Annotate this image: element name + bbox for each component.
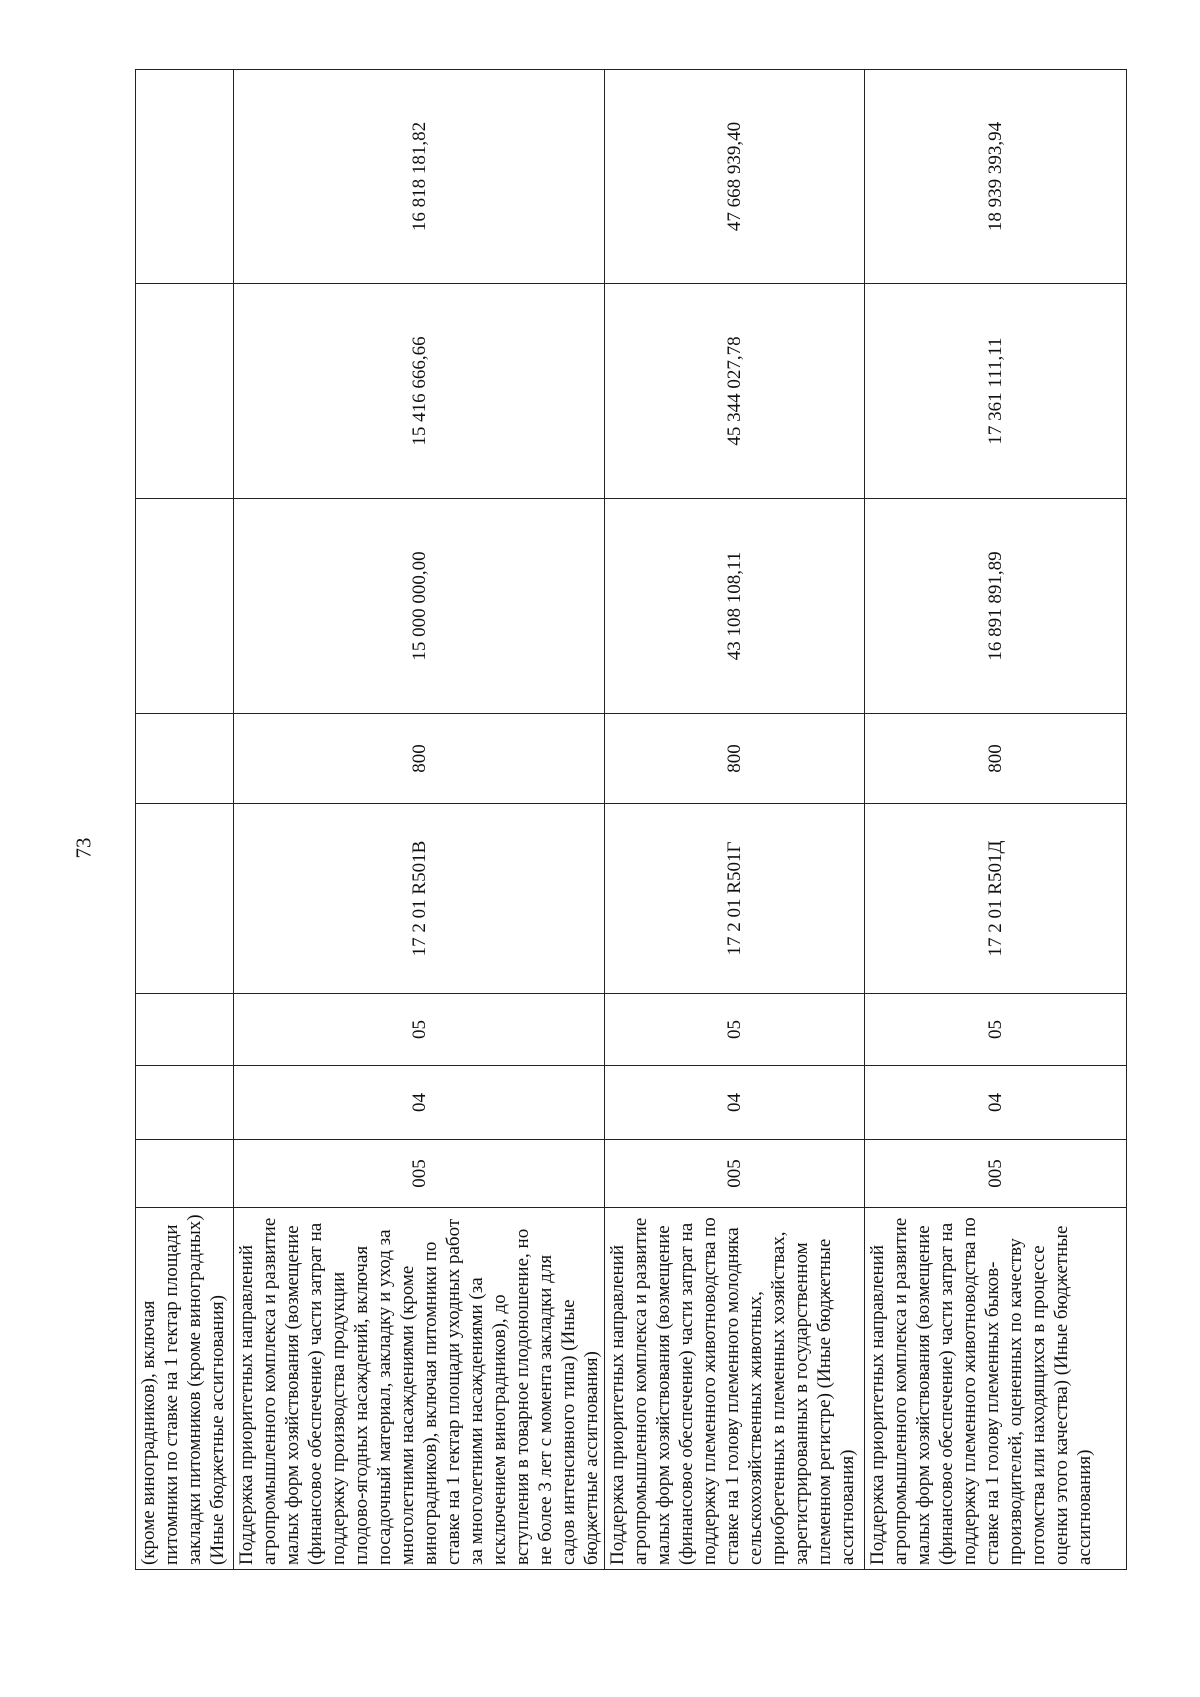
row-amount-3: 16 818 181,82 bbox=[234, 70, 605, 284]
row-amount-1: 16 891 891,89 bbox=[865, 499, 1127, 714]
row-amount-3: 18 939 393,94 bbox=[865, 70, 1127, 284]
table-row bbox=[136, 70, 234, 1570]
table-row bbox=[234, 70, 605, 1570]
row-target-code: 17 2 01 R501В bbox=[234, 804, 605, 994]
row-expense-type: 800 bbox=[234, 714, 605, 804]
row-target-code: 17 2 01 R501Г bbox=[605, 804, 865, 994]
row-subsection-code: 05 bbox=[605, 994, 865, 1066]
row-description: Поддержка приоритетных направлений агропромышленного комплекса и развитие малых форм хозяйствования (возмещение (финансовое обеспечение) части затрат на поддержку племенного животноводства по ставке на 1 голову племенного молодняка сельскохозяйственных животных, приобретенных в племенных хозяйствах, зарегистрированных в государственном племенном регистре) (Иные бюджетные ассигнования) bbox=[605, 1208, 865, 1570]
row-ministry-code: 005 bbox=[865, 1140, 1127, 1208]
row-expense-type: 800 bbox=[865, 714, 1127, 804]
row-target-code: 17 2 01 R501Д bbox=[865, 804, 1127, 994]
page-number: 73 bbox=[71, 837, 96, 859]
row-section-code: 04 bbox=[234, 1066, 605, 1140]
row-section-code: 04 bbox=[605, 1066, 865, 1140]
row-subsection-code: 05 bbox=[234, 994, 605, 1066]
row-amount-2: 17 361 111,11 bbox=[865, 284, 1127, 499]
budget-table bbox=[135, 69, 1127, 1570]
row-expense-type: 800 bbox=[605, 714, 865, 804]
row-subsection-code bbox=[136, 994, 234, 1066]
row-section-code: 04 bbox=[865, 1066, 1127, 1140]
table-row bbox=[865, 70, 1127, 1570]
row-amount-2: 45 344 027,78 bbox=[605, 284, 865, 499]
row-target-code bbox=[136, 804, 234, 994]
row-amount-1: 15 000 000,00 bbox=[234, 499, 605, 714]
row-ministry-code bbox=[136, 1140, 234, 1208]
row-description: (кроме виноградников), включая питомники по ставке на 1 гектар площади закладки питомников (кроме виноградных) (Иные бюджетные ассигнования) bbox=[136, 1208, 234, 1570]
row-ministry-code: 005 bbox=[605, 1140, 865, 1208]
row-subsection-code: 05 bbox=[865, 994, 1127, 1066]
table-row bbox=[605, 70, 865, 1570]
row-amount-1 bbox=[136, 499, 234, 714]
rotated-table-container bbox=[135, 70, 1095, 1570]
row-amount-1: 43 108 108,11 bbox=[605, 499, 865, 714]
row-section-code bbox=[136, 1066, 234, 1140]
row-amount-2: 15 416 666,66 bbox=[234, 284, 605, 499]
row-ministry-code: 005 bbox=[234, 1140, 605, 1208]
row-description: Поддержка приоритетных направлений агропромышленного комплекса и развитие малых форм хозяйствования (возмещение (финансовое обеспечение) части затрат на поддержку племенного животноводства по ставке на 1 голову племенных быков-производителей, оцененных по качеству потомства или находящихся в процессе оценки этого качества) (Иные бюджетные ассигнования) bbox=[865, 1208, 1127, 1570]
row-amount-2 bbox=[136, 284, 234, 499]
row-expense-type bbox=[136, 714, 234, 804]
row-description: Поддержка приоритетных направлений агропромышленного комплекса и развитие малых форм хозяйствования (возмещение (финансовое обеспечение) части затрат на поддержку производства продукции плодово-ягодных насаждений, включая посадочный материал, закладку и уход за многолетними насаждениями (кроме виноградников), включая питомники по ставке на 1 гектар площади уходных работ за многолетними насаждениями (за исключением виноградников), до вступления в товарное плодоношение, но не более 3 лет с момента закладки для садов интенсивного типа) (Иные бюджетные ассигнования) bbox=[234, 1208, 605, 1570]
row-amount-3 bbox=[136, 70, 234, 284]
row-amount-3: 47 668 939,40 bbox=[605, 70, 865, 284]
